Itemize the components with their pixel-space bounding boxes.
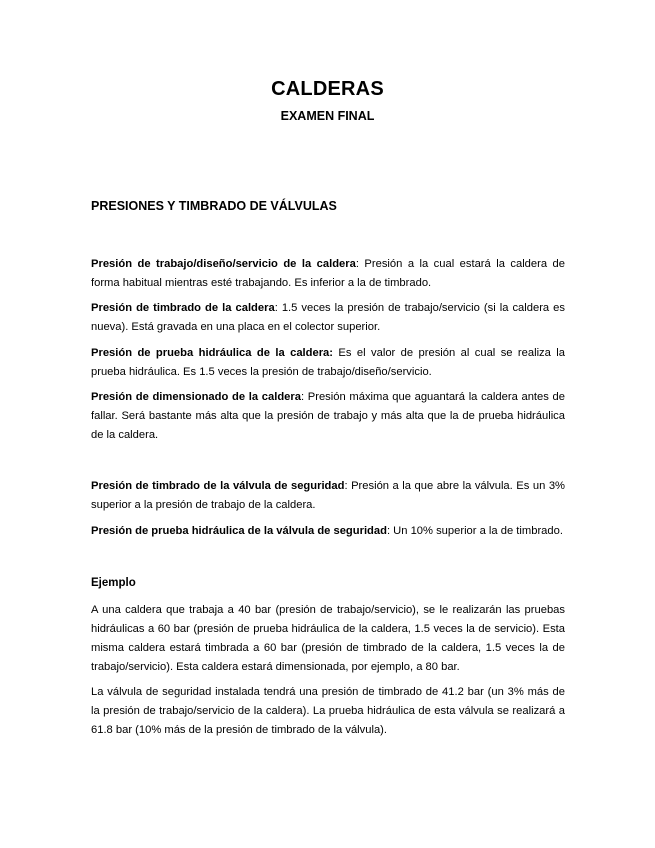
example-paragraph: A una caldera que trabaja a 40 bar (presión de trabajo/servicio), se le realizarán las pruebas hidráulicas a 60 bar (presión de prueba hidráulica de la caldera, 1.5 veces la de servicio). Esta misma caldera estará timbrada a 60 bar (presión de timbrado de la caldera, 1.5 veces la de trabajo/servicio). Esta caldera estará dimensionada, por ejemplo, a 80 bar. [91, 604, 565, 673]
definition-term: Presión de timbrado de la caldera [91, 302, 275, 314]
definition-text: : Presión máxima que aguantará la caldera antes de fallar. Será bastante más alta que la presión de trabajo y más alta que la de prueba hidráulica de la caldera. [91, 391, 565, 441]
document-subtitle: EXAMEN FINAL [280, 109, 375, 123]
document-title: CALDERAS [271, 78, 384, 100]
definition-paragraph [91, 299, 565, 337]
definition-term: Presión de prueba hidráulica de la válvula de seguridad [91, 525, 387, 537]
definition-text: : 1.5 veces la presión de trabajo/servicio (si la caldera es nueva). Está gravada en una placa en el colector superior. [91, 302, 565, 333]
definition-paragraph [91, 477, 565, 515]
definition-term: Presión de prueba hidráulica de la caldera: [91, 347, 334, 359]
definition-term: Presión de dimensionado de la caldera [91, 391, 301, 403]
section-heading: PRESIONES Y TIMBRADO DE VÁLVULAS [91, 199, 337, 213]
definition-text: : Presión a la cual estará la caldera de forma habitual mientras esté trabajando. Es inferior a la de timbrado. [91, 258, 565, 289]
example-paragraph: La válvula de seguridad instalada tendrá una presión de timbrado de 41.2 bar (un 3% más de la presión de trabajo/servicio de la caldera). La prueba hidráulica de esta válvula se realizará a 61.8 bar (10% más de la presión de timbrado de la válvula). [91, 686, 565, 736]
example-heading: Ejemplo [91, 577, 136, 589]
definition-text: : Un 10% superior a la de timbrado. [386, 525, 563, 537]
definition-term: Presión de trabajo/diseño/servicio de la caldera [91, 258, 356, 270]
definition-text: Es el valor de presión al cual se realiza la prueba hidráulica. Es 1.5 veces la presión de trabajo/diseño/servicio. [91, 347, 565, 378]
definition-paragraph [91, 255, 565, 293]
definition-term: Presión de timbrado de la válvula de seguridad [91, 480, 345, 492]
definition-paragraph [91, 522, 565, 541]
definition-text: : Presión a la que abre la válvula. Es un 3% superior a la presión de trabajo de la caldera. [91, 480, 565, 511]
definition-paragraph [91, 388, 565, 445]
definition-paragraph [91, 344, 565, 382]
